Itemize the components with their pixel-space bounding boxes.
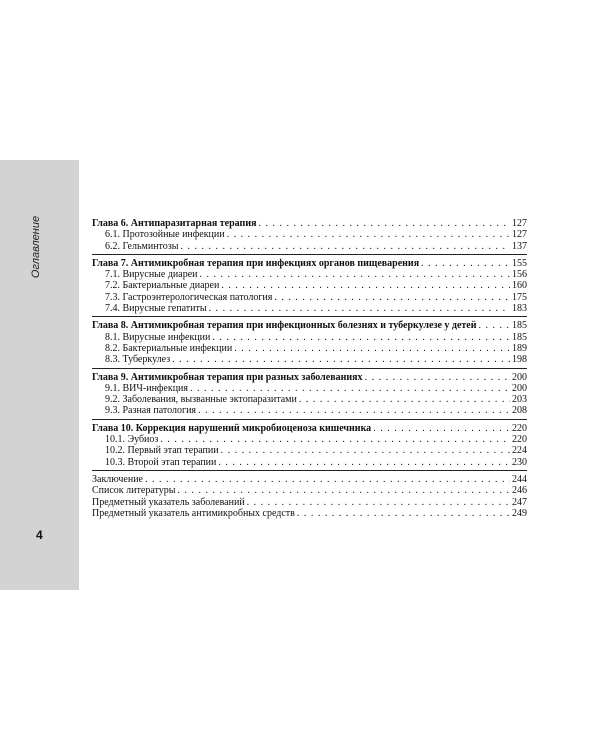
leader-dots [221, 445, 510, 456]
leader-dots [172, 354, 510, 365]
section-title: 9.2. Заболевания, вызванные эктопаразитами [105, 394, 297, 406]
page-ref: 183 [512, 303, 527, 315]
page-ref: 244 [512, 473, 527, 485]
leader-dots [209, 303, 510, 314]
section-title: 8.3. Туберкулез [105, 354, 171, 366]
page-ref: 198 [512, 354, 527, 366]
chapter-6 [92, 218, 527, 255]
page-ref: 224 [512, 445, 527, 457]
leader-dots [297, 508, 510, 519]
leader-dots [227, 229, 510, 240]
chapter-heading[interactable] [92, 320, 527, 331]
section-title: 9.1. ВИЧ-инфекция [105, 382, 189, 394]
leader-dots [218, 457, 510, 468]
page-ref: 230 [512, 456, 527, 468]
entry-title: Список литературы [92, 485, 176, 497]
section-title: 9.3. Разная патология [105, 405, 197, 417]
section-entry[interactable] [92, 457, 527, 468]
leader-dots [160, 434, 510, 445]
leader-dots [274, 292, 510, 303]
section-title: 10.3. Второй этап терапии [105, 456, 217, 468]
page-ref: 220 [512, 434, 527, 446]
section-entry[interactable] [92, 343, 527, 354]
section-title: 8.2. Бактериальные инфекции [105, 342, 233, 354]
section-title: 7.1. Вирусные диареи [105, 269, 198, 281]
chapter-heading[interactable] [92, 218, 527, 229]
page-ref: 137 [512, 240, 527, 252]
back-matter [92, 474, 527, 519]
back-matter-entry[interactable] [92, 497, 527, 508]
chapter-heading[interactable] [92, 423, 527, 434]
entry-title: Заключение [92, 473, 143, 485]
section-entry[interactable] [92, 445, 527, 456]
section-entry[interactable] [92, 229, 527, 240]
chapter-title: Глава 10. Коррекция нарушений микробиоценоза кишечника [92, 422, 372, 434]
section-title: 7.4. Вирусные гепатиты [105, 303, 207, 315]
section-entry[interactable] [92, 241, 527, 252]
page-ref: 155 [512, 257, 527, 269]
leader-dots [200, 269, 510, 280]
entry-title: Предметный указатель заболеваний [92, 496, 245, 508]
back-matter-entry[interactable] [92, 474, 527, 485]
page-ref: 156 [512, 269, 527, 281]
page-number: 4 [36, 528, 43, 542]
section-entry[interactable] [92, 332, 527, 343]
page-ref: 127 [512, 229, 527, 241]
table-of-contents [92, 218, 527, 519]
section-entry[interactable] [92, 354, 527, 365]
section-title: 7.3. Гастроэнтерологическая патология [105, 291, 273, 303]
leader-dots [221, 280, 510, 291]
chapter-heading[interactable] [92, 372, 527, 383]
leader-dots [299, 394, 510, 405]
page-ref: 247 [512, 496, 527, 508]
entry-title: Предметный указатель антимикробных средств [92, 507, 295, 519]
section-title: 8.1. Вирусные инфекции [105, 331, 211, 343]
chapter-8 [92, 320, 527, 368]
page-ref: 246 [512, 485, 527, 497]
leader-dots [365, 372, 510, 383]
chapter-9 [92, 372, 527, 420]
section-title-text: Оглавление [30, 215, 42, 279]
section-entry[interactable] [92, 394, 527, 405]
chapter-10 [92, 423, 527, 471]
chapter-title: Глава 9. Антимикробная терапия при разных заболеваниях [92, 371, 363, 383]
section-entry[interactable] [92, 405, 527, 416]
leader-dots [145, 474, 510, 485]
leader-dots [479, 320, 510, 331]
page-ref: 160 [512, 280, 527, 292]
section-title: 10.2. Первый этап терапии [105, 445, 219, 457]
back-matter-entry[interactable] [92, 508, 527, 519]
leader-dots [190, 383, 510, 394]
leader-dots [212, 332, 510, 343]
page-ref: 208 [512, 405, 527, 417]
section-entry[interactable] [92, 303, 527, 314]
chapter-7 [92, 258, 527, 317]
page-ref: 175 [512, 291, 527, 303]
page-ref: 189 [512, 342, 527, 354]
leader-dots [247, 497, 510, 508]
chapter-title: Глава 6. Антипаразитарная терапия [92, 218, 257, 229]
chapter-heading[interactable] [92, 258, 527, 269]
leader-dots [234, 343, 510, 354]
back-matter-entry[interactable] [92, 485, 527, 496]
section-title-vertical [28, 212, 44, 282]
page-ref: 185 [512, 331, 527, 343]
leader-dots [177, 485, 510, 496]
page-ref: 200 [512, 371, 527, 383]
page-ref: 220 [512, 422, 527, 434]
section-entry[interactable] [92, 280, 527, 291]
leader-dots [421, 258, 510, 269]
page-ref: 200 [512, 382, 527, 394]
section-entry[interactable] [92, 383, 527, 394]
section-entry[interactable] [92, 269, 527, 280]
page-ref: 249 [512, 507, 527, 519]
leader-dots [180, 241, 510, 252]
page-ref: 203 [512, 394, 527, 406]
page-ref: 185 [512, 320, 527, 332]
chapter-title: Глава 8. Антимикробная терапия при инфекционных болезнях и туберкулезе у детей [92, 320, 477, 332]
page-ref: 127 [512, 218, 527, 229]
section-entry[interactable] [92, 434, 527, 445]
section-title: 7.2. Бактериальные диареи [105, 280, 220, 292]
leader-dots [373, 423, 510, 434]
section-entry[interactable] [92, 292, 527, 303]
chapter-title: Глава 7. Антимикробная терапия при инфекциях органов пищеварения [92, 257, 420, 269]
leader-dots [198, 405, 510, 416]
section-title: 6.1. Протозойные инфекции [105, 229, 225, 241]
leader-dots [259, 218, 511, 229]
section-title: 6.2. Гельминтозы [105, 240, 179, 252]
section-title: 10.1. Эубиоз [105, 434, 159, 446]
